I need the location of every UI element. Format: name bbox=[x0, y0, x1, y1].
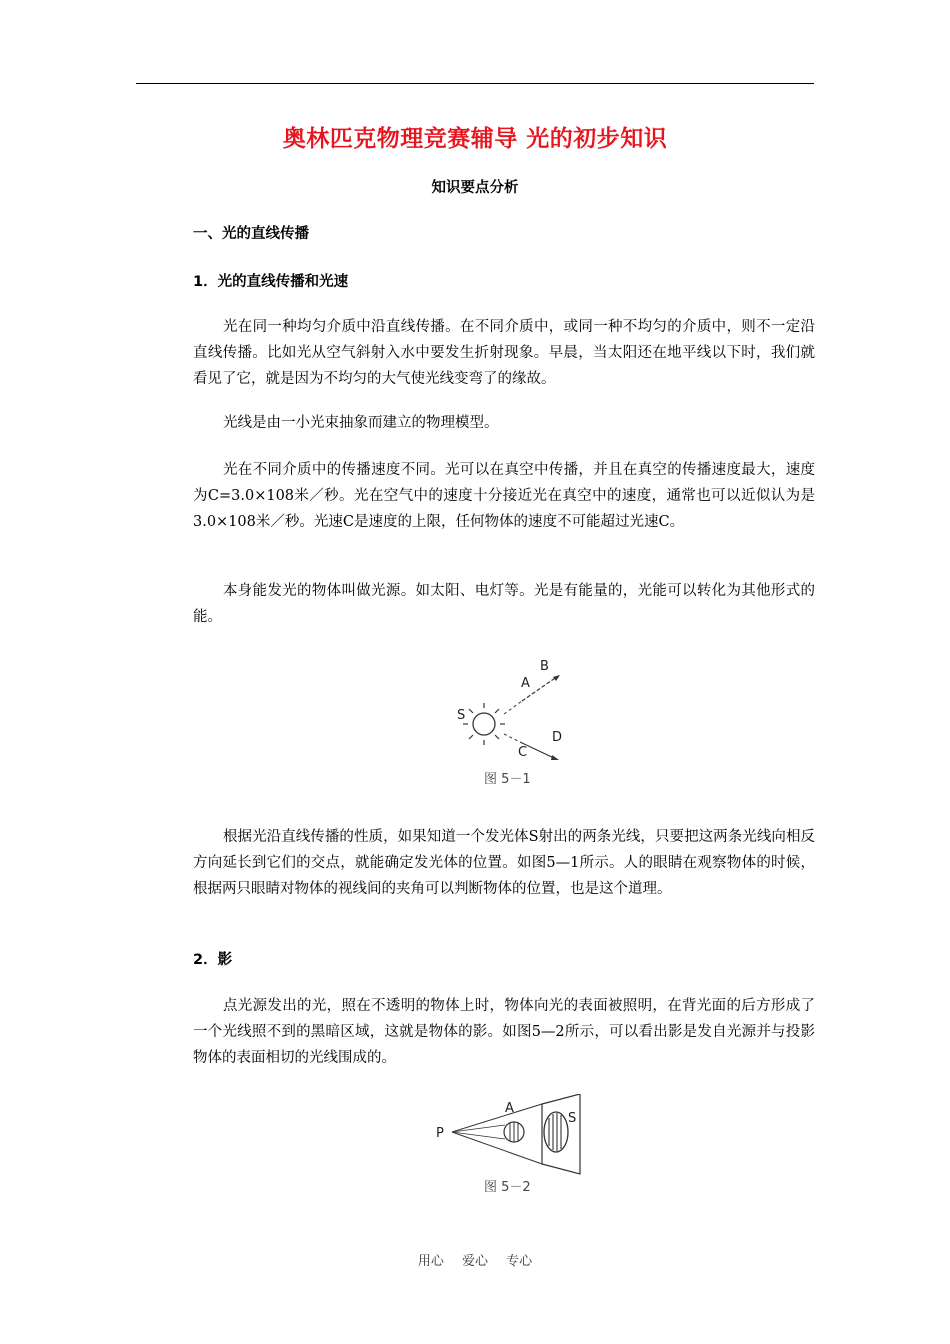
section-heading: 一、光的直线传播 bbox=[193, 226, 309, 242]
figure-5-1-label-a: A bbox=[521, 676, 530, 691]
figure-5-2-caption: 图 5－2 bbox=[484, 1180, 531, 1195]
page-title: 奥林匹克物理竞赛辅导 光的初步知识 bbox=[282, 126, 668, 152]
paragraph-1: 光在同一种均匀介质中沿直线传播。在不同介质中，或同一种不均匀的介质中，则不一定沿直线传播。比如光从空气斜射入水中要发生折射现象。早晨，当太阳还在地平线以下时，我们就看见了它，就是因为不均匀的大气使光线变弯了的缘故。 bbox=[193, 319, 815, 387]
page-footer: 用心 爱心 专心 bbox=[417, 1254, 533, 1269]
figure-5-2-label-p: P bbox=[436, 1126, 444, 1141]
paragraph-6: 点光源发出的光，照在不透明的物体上时，物体向光的表面被照明，在背光面的后方形成了一个光线照不到的黑暗区域，这就是物体的影。如图5—2所示，可以看出影是发自光源并与投影物体的表面相切的光线围成的。 bbox=[193, 998, 815, 1066]
paragraph-5: 根据光沿直线传播的性质，如果知道一个发光体S射出的两条光线，只要把这两条光线向相反方向延长到它们的交点，就能确定发光体的位置。如图5—1所示。人的眼睛在观察物体的时候，根据两只眼睛对物体的视线间的夹角可以判断物体的位置，也是这个道理。 bbox=[193, 829, 815, 897]
figure-5-1-caption: 图 5－1 bbox=[484, 772, 531, 787]
figure-5-2 bbox=[430, 1094, 600, 1204]
subsection-heading-2: 2．影 bbox=[193, 952, 233, 968]
figure-5-1-label-d: D bbox=[552, 730, 563, 745]
header-rule bbox=[136, 83, 814, 84]
subsection-heading-1: 1．光的直线传播和光速 bbox=[193, 274, 349, 290]
figure-5-1-label-c: C bbox=[518, 745, 528, 760]
paragraph-4: 本身能发光的物体叫做光源。如太阳、电灯等。光是有能量的，光能可以转化为其他形式的能。 bbox=[193, 583, 815, 625]
paragraph-3: 光在不同介质中的传播速度不同。光可以在真空中传播，并且在真空的传播速度最大，速度为C=3.0×108米／秒。光在空气中的速度十分接近光在真空中的速度，通常也可以近似认为是3.0×108米／秒。光速C是速度的上限，任何物体的速度不可能超过光速C。 bbox=[193, 462, 815, 530]
figure-5-2-label-s: S bbox=[568, 1111, 577, 1126]
figure-5-1 bbox=[450, 652, 580, 792]
figure-5-1-label-b: B bbox=[540, 659, 549, 674]
paragraph-2: 光线是由一小光束抽象而建立的物理模型。 bbox=[223, 415, 499, 431]
page-subtitle: 知识要点分析 bbox=[431, 180, 519, 196]
figure-5-1-label-s: S bbox=[457, 708, 466, 723]
figure-5-2-label-a: A bbox=[505, 1101, 514, 1116]
